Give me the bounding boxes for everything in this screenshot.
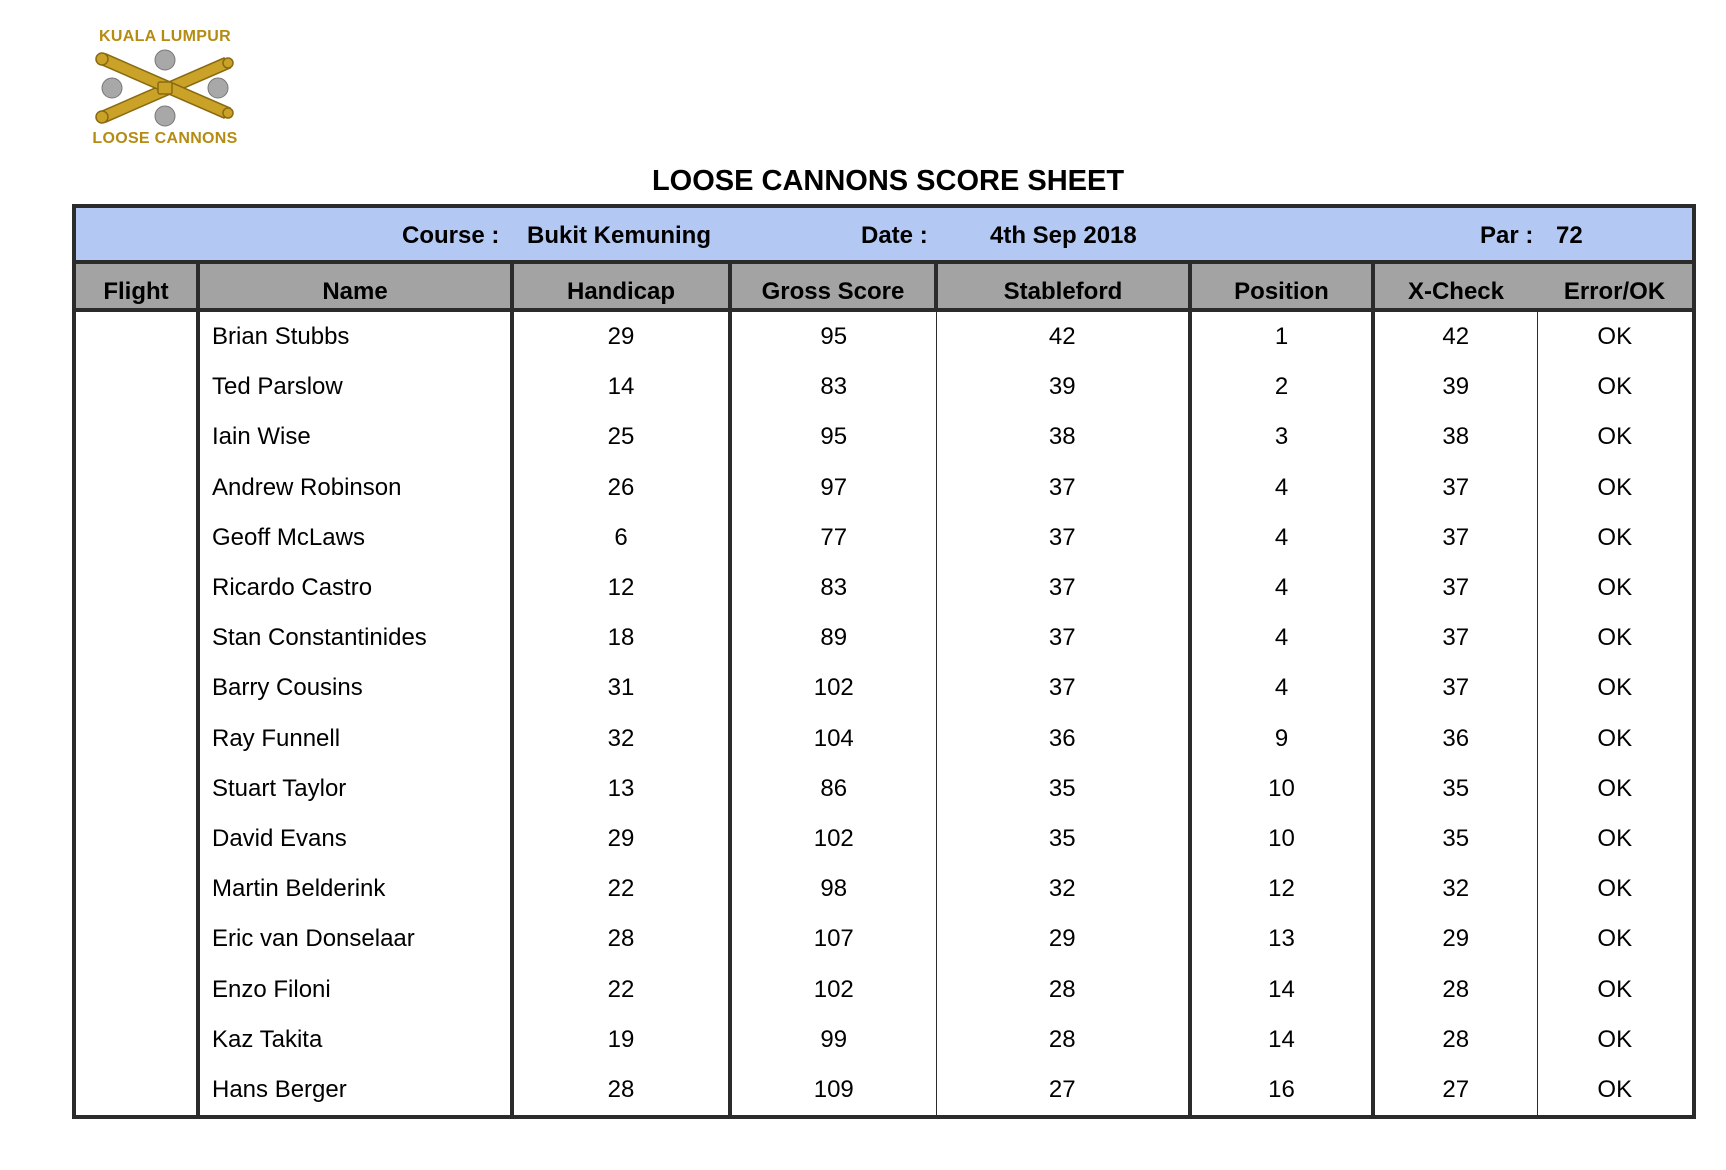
par-label: Par : <box>1480 222 1534 249</box>
table-row <box>76 310 1692 362</box>
status-cell: OK <box>1537 764 1692 814</box>
xcheck-cell: 28 <box>1373 1015 1537 1065</box>
position-cell: 2 <box>1190 362 1373 412</box>
handicap-cell: 26 <box>512 463 730 513</box>
handicap-cell: 19 <box>512 1015 730 1065</box>
player-name: Barry Cousins <box>198 663 512 713</box>
gross-score-cell: 102 <box>730 964 936 1014</box>
gross-score-cell: 83 <box>730 563 936 613</box>
handicap-cell: 13 <box>512 764 730 814</box>
status-cell: OK <box>1537 463 1692 513</box>
position-cell: 14 <box>1190 1015 1373 1065</box>
table-row <box>76 613 1692 663</box>
flight-cell <box>76 412 198 462</box>
status-cell: OK <box>1537 613 1692 663</box>
player-name: Eric van Donselaar <box>198 914 512 964</box>
flight-cell <box>76 1065 198 1115</box>
position-cell: 16 <box>1190 1065 1373 1115</box>
xcheck-cell: 36 <box>1373 714 1537 764</box>
player-name: Ricardo Castro <box>198 563 512 613</box>
col-handicap: Handicap <box>512 264 730 310</box>
xcheck-cell: 42 <box>1373 310 1537 362</box>
flight-cell <box>76 914 198 964</box>
gross-score-cell: 83 <box>730 362 936 412</box>
xcheck-cell: 35 <box>1373 814 1537 864</box>
gross-score-cell: 77 <box>730 513 936 563</box>
stableford-cell: 32 <box>936 864 1190 914</box>
stableford-cell: 42 <box>936 310 1190 362</box>
date-label: Date : <box>861 222 928 249</box>
xcheck-cell: 32 <box>1373 864 1537 914</box>
player-name: Stuart Taylor <box>198 764 512 814</box>
gross-score-cell: 102 <box>730 663 936 713</box>
stableford-cell: 37 <box>936 513 1190 563</box>
handicap-cell: 22 <box>512 964 730 1014</box>
stableford-cell: 36 <box>936 714 1190 764</box>
table-row <box>76 663 1692 713</box>
table-row <box>76 463 1692 513</box>
flight-cell <box>76 814 198 864</box>
handicap-cell: 14 <box>512 362 730 412</box>
status-cell: OK <box>1537 714 1692 764</box>
player-name: Brian Stubbs <box>198 310 512 362</box>
player-name: Ray Funnell <box>198 714 512 764</box>
player-name: Stan Constantinides <box>198 613 512 663</box>
stableford-cell: 37 <box>936 563 1190 613</box>
status-cell: OK <box>1537 362 1692 412</box>
table-header-row <box>76 264 1692 310</box>
status-cell: OK <box>1537 1015 1692 1065</box>
status-cell: OK <box>1537 814 1692 864</box>
col-error-ok: Error/OK <box>1537 264 1692 310</box>
position-cell: 10 <box>1190 764 1373 814</box>
position-cell: 12 <box>1190 864 1373 914</box>
gross-score-cell: 99 <box>730 1015 936 1065</box>
flight-cell <box>76 964 198 1014</box>
flight-cell <box>76 764 198 814</box>
handicap-cell: 31 <box>512 663 730 713</box>
course-value: Bukit Kemuning <box>527 222 711 249</box>
status-cell: OK <box>1537 513 1692 563</box>
xcheck-cell: 35 <box>1373 764 1537 814</box>
handicap-cell: 6 <box>512 513 730 563</box>
stableford-cell: 37 <box>936 663 1190 713</box>
flight-cell <box>76 362 198 412</box>
stableford-cell: 35 <box>936 814 1190 864</box>
table-row <box>76 714 1692 764</box>
handicap-cell: 12 <box>512 563 730 613</box>
col-xcheck: X-Check <box>1373 264 1537 310</box>
gross-score-cell: 95 <box>730 310 936 362</box>
col-name: Name <box>198 264 512 310</box>
position-cell: 4 <box>1190 513 1373 563</box>
xcheck-cell: 27 <box>1373 1065 1537 1115</box>
stableford-cell: 38 <box>936 412 1190 462</box>
handicap-cell: 28 <box>512 1065 730 1115</box>
table-row <box>76 814 1692 864</box>
col-stableford: Stableford <box>936 264 1190 310</box>
table-row <box>76 362 1692 412</box>
flight-cell <box>76 463 198 513</box>
position-cell: 10 <box>1190 814 1373 864</box>
player-name: Hans Berger <box>198 1065 512 1115</box>
course-info-bar <box>76 208 1692 264</box>
date-value: 4th Sep 2018 <box>990 222 1137 249</box>
stableford-cell: 35 <box>936 764 1190 814</box>
table-row <box>76 964 1692 1014</box>
table-row <box>76 563 1692 613</box>
handicap-cell: 18 <box>512 613 730 663</box>
status-cell: OK <box>1537 663 1692 713</box>
xcheck-cell: 37 <box>1373 513 1537 563</box>
player-name: Enzo Filoni <box>198 964 512 1014</box>
status-cell: OK <box>1537 964 1692 1014</box>
xcheck-cell: 37 <box>1373 663 1537 713</box>
status-cell: OK <box>1537 563 1692 613</box>
status-cell: OK <box>1537 1065 1692 1115</box>
stableford-cell: 37 <box>936 463 1190 513</box>
col-position: Position <box>1190 264 1373 310</box>
xcheck-cell: 37 <box>1373 463 1537 513</box>
score-sheet <box>72 204 1696 1119</box>
logo-bottom-text: LOOSE CANNONS <box>92 130 238 147</box>
xcheck-cell: 28 <box>1373 964 1537 1014</box>
player-name: Andrew Robinson <box>198 463 512 513</box>
page-title: LOOSE CANNONS SCORE SHEET <box>651 165 1125 197</box>
xcheck-cell: 37 <box>1373 563 1537 613</box>
gross-score-cell: 89 <box>730 613 936 663</box>
status-cell: OK <box>1537 864 1692 914</box>
gross-score-cell: 97 <box>730 463 936 513</box>
gross-score-cell: 109 <box>730 1065 936 1115</box>
table-row <box>76 1065 1692 1115</box>
handicap-cell: 28 <box>512 914 730 964</box>
table-row <box>76 412 1692 462</box>
gross-score-cell: 107 <box>730 914 936 964</box>
table-row <box>76 764 1692 814</box>
flight-cell <box>76 563 198 613</box>
player-name: Kaz Takita <box>198 1015 512 1065</box>
flight-cell <box>76 513 198 563</box>
handicap-cell: 22 <box>512 864 730 914</box>
gross-score-cell: 95 <box>730 412 936 462</box>
gross-score-cell: 102 <box>730 814 936 864</box>
gross-score-cell: 98 <box>730 864 936 914</box>
handicap-cell: 29 <box>512 310 730 362</box>
flight-cell <box>76 864 198 914</box>
table-row <box>76 914 1692 964</box>
gross-score-cell: 86 <box>730 764 936 814</box>
table-row <box>76 513 1692 563</box>
table-row <box>76 864 1692 914</box>
xcheck-cell: 29 <box>1373 914 1537 964</box>
col-gross-score: Gross Score <box>730 264 936 310</box>
crossed-cannons-icon <box>90 46 240 130</box>
position-cell: 4 <box>1190 463 1373 513</box>
position-cell: 4 <box>1190 563 1373 613</box>
position-cell: 3 <box>1190 412 1373 462</box>
position-cell: 4 <box>1190 613 1373 663</box>
flight-cell <box>76 663 198 713</box>
stableford-cell: 29 <box>936 914 1190 964</box>
logo-top-text: KUALA LUMPUR <box>99 28 231 45</box>
handicap-cell: 29 <box>512 814 730 864</box>
flight-cell <box>76 714 198 764</box>
flight-cell <box>76 613 198 663</box>
gross-score-cell: 104 <box>730 714 936 764</box>
xcheck-cell: 37 <box>1373 613 1537 663</box>
status-cell: OK <box>1537 412 1692 462</box>
par-value: 72 <box>1556 222 1583 249</box>
status-cell: OK <box>1537 914 1692 964</box>
table-row <box>76 1015 1692 1065</box>
course-label: Course : <box>402 222 500 249</box>
player-name: David Evans <box>198 814 512 864</box>
stableford-cell: 37 <box>936 613 1190 663</box>
col-flight: Flight <box>76 264 198 310</box>
xcheck-cell: 39 <box>1373 362 1537 412</box>
player-name: Geoff McLaws <box>198 513 512 563</box>
position-cell: 14 <box>1190 964 1373 1014</box>
position-cell: 9 <box>1190 714 1373 764</box>
stableford-cell: 39 <box>936 362 1190 412</box>
stableford-cell: 28 <box>936 964 1190 1014</box>
position-cell: 13 <box>1190 914 1373 964</box>
position-cell: 1 <box>1190 310 1373 362</box>
flight-cell <box>76 310 198 362</box>
player-name: Iain Wise <box>198 412 512 462</box>
handicap-cell: 32 <box>512 714 730 764</box>
flight-cell <box>76 1015 198 1065</box>
stableford-cell: 27 <box>936 1065 1190 1115</box>
player-name: Ted Parslow <box>198 362 512 412</box>
stableford-cell: 28 <box>936 1015 1190 1065</box>
status-cell: OK <box>1537 310 1692 362</box>
handicap-cell: 25 <box>512 412 730 462</box>
xcheck-cell: 38 <box>1373 412 1537 462</box>
club-logo <box>80 28 250 153</box>
position-cell: 4 <box>1190 663 1373 713</box>
player-name: Martin Belderink <box>198 864 512 914</box>
score-table <box>76 264 1692 1115</box>
